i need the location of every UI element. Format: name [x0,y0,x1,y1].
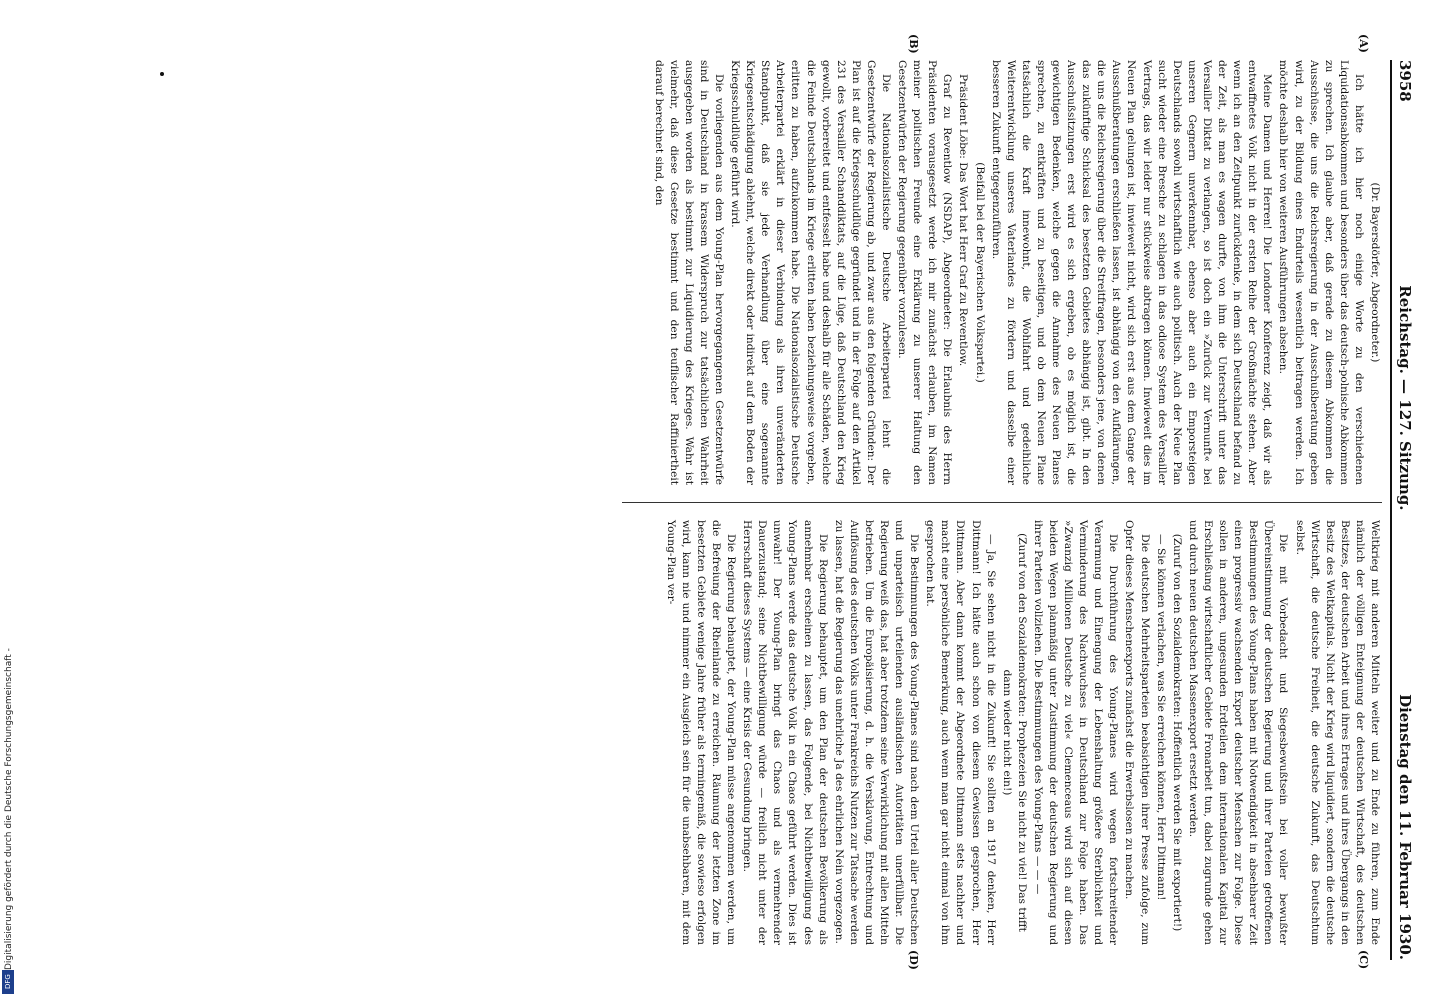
paragraph: Die mit Vorbedacht und Siegesbewußtsein bei voller bewußter Übereinstimmung der deutschen Regierung und ihrer Parteien getroffenen Bestimmungen des Young-Plans haben mit Notwendigkeit in absehbarer Zeit einen progressiv wachsenden Export deutscher Menschen zur Folge. Diese sollen in anderen, ungesunden Erdteilen dem internationalen Kapital zur Erschließung wirtschaftlicher Gebiete Fronarbeit tun, dabei zugrunde gehen und durch neuen deutschen Massenexport ersetzt werden. [1186,520,1290,945]
credit-text: Digitalisierung gefördert durch die Deutsche Forschungsgemeinschaft - [4,648,14,970]
paragraph: Die Nationalsozialistische Deutsche Arbeiterpartei lehnt die Gesetzentwürfe der Regierung ab, und zwar aus den folgenden Gründen: Der Plan ist auf die Kriegsschuldlüge gegründet und in der Folge auf den Artikel 231 des Versailler Schanddiktats, auf die Lüge, daß Deutschland den Krieg gewollt, vorbereitet und entfesselt habe und deshalb für alle Schäden, welche die Feinde Deutschlands im Kriege erlitten haben beziehungsweise vorgeben, erlitten zu haben, aufzukommen habe. Die Nationalsozialistische Deutsche Arbeiterpartei erklärt in dieser Verbindung als ihren unveränderten Standpunkt, daß sie jede Verhandlung über eine sogenannte Kriegsentschädigung ablehnt, welche direkt oder indirekt auf dem Boden der Kriegsschuldlüge geführt wird. [729,60,892,485]
page-number: 3958 [1396,60,1414,102]
paragraph: Ich hätte ich hier noch einige Worte zu den verschiedenen Liquidationsabkommen und besonders über das deutsch-polnische Abkommen zu sprechen. Ich glaube aber, daß gerade zu diesem Abkommen die Ausschüsse, die uns die Reichsregierung in der Ausschußberatung geben wird, zu der Bildung eines Endurteils wesentlich beitragen werden. Ich möchte deshalb hier von weiteren Ausführungen absehen. [1277,60,1365,485]
paragraph: Weltkrieg mit anderen Mitteln weiter und zu Ende zu führen, zum Ende nämlich der völligen Enteignung der deutschen Wirtschaft, des deutschen Besitzes, der deutschen Arbeit und ihres Ertrages und ihres Übergangs in den Besitz des Weltkapitals. Nicht der Krieg wird liquidiert, sondern die deutsche Wirtschaft, die deutsche Freiheit, die deutsche Zukunft, das Deutschtum selbst. [1293,520,1381,945]
session-date: Dienstag den 11. Februar 1930. [1396,694,1414,960]
interjection: (Zuruf von den Sozialdemokraten: Prophezeien Sie nicht zu viel! Das trifft dann wieder nicht ein!) [1000,533,1028,932]
paragraph: Graf zu Reventlow (NSDAP), Abgeordneter: Die Erlaubnis des Herrn Präsidenten vorausgesetzt werde ich mir zunächst erlauben, im Namen meiner politischen Freunde eine Erklärung zu unserer Haltung den Gesetzentwürfen der Regierung gegenüber vorzulesen. [896,60,954,485]
session-title: Reichstag. — 127. Sitzung. [1396,285,1414,511]
paragraph: Meine Damen und Herren! Die Londoner Konferenz zeigt, daß wir als entwaffnetes Volk nicht in der ersten Reihe der Großmächte stehen. Aber wenn ich an den Zeitpunkt zurückdenke, in dem sich Deutschland befand zu der Zeit, als man es wagen durfte, von ihm die Unterschrift unter das Versailler Diktat zu verlangen, so ist doch ein »Zurück zur Vernunft« bei unseren Gegnern unverkennbar, ebenso aber auch ein Emporsteigen Deutschlands sowohl wirtschaftlich wie auch politisch. Auch der Neue Plan sucht wieder eine Bresche zu schlagen in das odiose System des Versailler Vertrags, das wir leider nur stückweise abtragen können. Inwieweit dies im Neuen Plan gelungen ist, inwieweit nicht, wird sich erst aus dem Gange der Ausschußberatungen erschließen lassen, ist abhängig von den Aufklärungen, die uns die Reichsregierung über die Streitfragen, besonders jene, von denen das zukünftige Schicksal des besetzten Gebietes abhängig ist, gibt. In den Ausschußsitzungen erst wird es sich ergeben, ob es möglich ist, die gewichtigen Bedenken, welche gegen die Annahme des Neuen Planes sprechen, zu entkräften und zu beseitigen, und ob dem Neuen Plane tatsächlich die Kraft innewohnt, die Wohlfahrt und gedeihliche Weiterentwicklung unseres Vaterlandes zu fördern und dasselbe einer besseren Zukunft entgegenzuführen. [989,60,1274,485]
paragraph: Die Regierung behauptet, um den Plan der deutschen Bevölkerung als annehmbar erscheinen zu lassen, das Folgende, bei Nichtbewilligung des Young-Plans werde das deutsche Volk in ein Chaos geführt werden. Dies ist unwahr! Der Young-Plan bringt das Chaos und als vermehrender Dauerzustand; seine Nichtbewilligung würde — freilich nicht unter der Herrschaft dieses Systems — eine Krisis der Gesundung bringen. [741,520,829,945]
margin-mark-b: (B) [907,34,920,54]
margin-mark-a: (A) [1357,34,1370,53]
paragraph: Die Durchführung des Young-Planes wird wegen fortschreitender Verarmung und Einengung der Lebenshaltung größere Sterblichkeit und Verminderung des Nachwuchses in Deutschland zur Folge haben. Das »Zwanzig Millionen Deutsche zu viel« Clemenceaus wird sich auf diesen beiden Wegen planmäßig unter Zustimmung der deutschen Regierung und ihrer Parteien vollziehen. Die Bestimmungen des Young-Plans — — — [1031,520,1120,945]
page-header [1390,60,1430,960]
president-remark: Präsident Löbe: Das Wort hat Herr Graf zu Reventlow. [957,74,970,367]
paragraph: Die deutschen Mehrheitsparteien beabsichtigen ihrer Presse zufolge, zum Opfer dieses Menschenexports zunächst die Erwerbslosen zu machen. [1123,520,1151,945]
paragraph: Die Bestimmungen des Young-Planes sind nach dem Urteil aller Deutschen und unparteiisch urteilenden ausländischen Autoritäten unerfüllbar. Die Regierung weiß das, hat aber trotzdem seine Verwirklichung mit allen Mitteln betrieben. Um die Europäisierung, d. h. die Versklavung, Entrechtung und Auflösung des deutschen Volks unter Frankreichs Nutzen zur Tatsache werden zu lassen, hat die Regierung das unehrliche Ja des ehrlichen Nein vorgezogen. [832,520,921,945]
rotated-page [130,34,1430,970]
margin-mark-d: (D) [907,950,920,970]
interjection: (Zuruf von den Sozialdemokraten: Hoffentlich werden Sie mit exportiert!) [1170,533,1183,932]
paragraph: Die vorliegenden aus dem Young-Plan hervorgegangenen Gesetzentwürfe sind in Deutschland in krassem Widerspruch zur tatsächlichen Wahrheit ausgegeben worden als bestimmt zur Liquidierung des Krieges. Wahr ist vielmehr, daß diese Gesetze bestimmt und den teuflischer Raffiniertheit darauf berechnet sind, den [652,60,725,485]
paragraph: Die Regierung behauptet, der Young-Plan müsse angenommen werden, um die Befreiung der Rheinlande zu erreichen. Räumung der letzten Zone im besetzten Gebiete wenige Jahre früher als termingemäß, die sowieso erfolgen wird, kann nie und nimmer ein Ausgleich sein für die unabsehbaren, mit dem Young-Plan ver- [664,520,738,945]
paragraph: — Ja, Sie sehen nicht in die Zukunft! Sie sollten an 1917 denken, Herr Dittmann! Ich hätte auch schon von diesem Gewissen gesprochen, Herr Dittmann. Aber dann kommt der Abgeordnete Dittmann stets nachher und macht eine persönliche Bemerkung, auch wenn man gar nicht einmal von ihm gesprochen hat. [924,520,997,945]
paragraph: — Sie können verlachen, was Sie erreichen können, Herr Dittmann! [1154,534,1167,901]
applause-note: (Beifall bei der Bayerischen Volkspartei.) [973,162,986,383]
right-column [662,520,1382,945]
column-divider [622,502,1382,503]
speaker-continuation: (Dr. Bayersdörfer, Abgeordneter.) [1369,182,1381,363]
margin-mark-c: (C) [1357,950,1370,970]
left-column [650,60,1383,485]
dfg-logo: DFG [2,970,14,994]
credit-strip [2,0,16,1000]
